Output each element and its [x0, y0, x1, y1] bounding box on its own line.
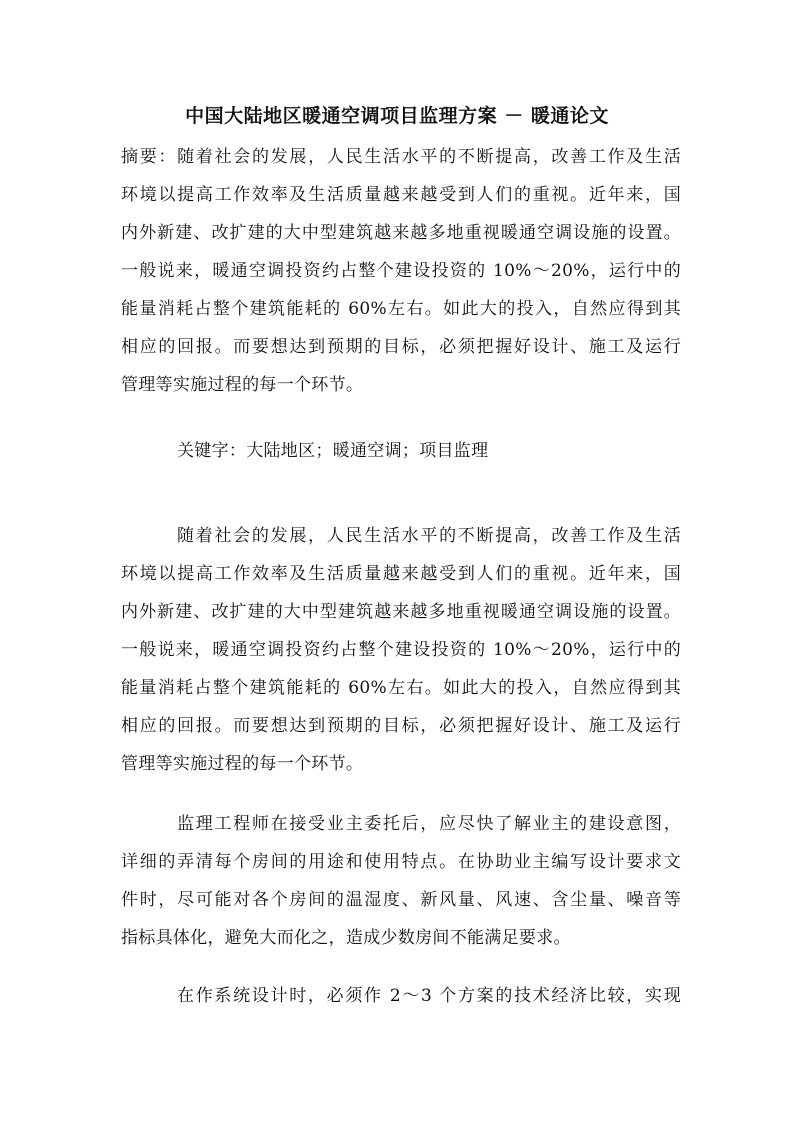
body-line: 能量消耗占整个建筑能耗的 60%左右。如此大的投入，自然应得到其 [121, 678, 681, 698]
body-line: 详细的弄清每个房间的用途和使用特点。在协助业主编写设计要求文 [121, 852, 681, 872]
body-line: 指标具体化，避免大而化之，造成少数房间不能满足要求。 [121, 928, 571, 948]
document-title: 中国大陆地区暖通空调项目监理方案 － 暖通论文 [185, 105, 609, 127]
keywords: 关键字：大陆地区；暖通空调；项目监理 [177, 441, 489, 461]
abstract-line: 摘要：随着社会的发展，人民生活水平的不断提高，改善工作及生活 [121, 147, 681, 167]
body-line: 在作系统设计时，必须作 2～3 个方案的技术经济比较，实现 [177, 986, 681, 1006]
body-line: 一般说来，暖通空调投资约占整个建设投资的 10%～20%，运行中的 [121, 640, 681, 660]
abstract-line: 管理等实施过程的每一个环节。 [121, 375, 364, 395]
abstract-line: 环境以提高工作效率及生活质量越来越受到人们的重视。近年来，国 [121, 185, 681, 205]
abstract-line: 能量消耗占整个建筑能耗的 60%左右。如此大的投入，自然应得到其 [121, 299, 681, 319]
abstract-line: 相应的回报。而要想达到预期的目标，必须把握好设计、施工及运行 [121, 337, 681, 357]
body-line: 管理等实施过程的每一个环节。 [121, 754, 364, 774]
body-line: 监理工程师在接受业主委托后，应尽快了解业主的建设意图， [177, 814, 681, 834]
body-line: 环境以提高工作效率及生活质量越来越受到人们的重视。近年来，国 [121, 564, 681, 584]
abstract-line: 一般说来，暖通空调投资约占整个建设投资的 10%～20%，运行中的 [121, 261, 681, 281]
body-line: 件时，尽可能对各个房间的温湿度、新风量、风速、含尘量、噪音等 [121, 890, 681, 910]
body-line: 随着社会的发展，人民生活水平的不断提高，改善工作及生活 [177, 526, 681, 546]
body-line: 内外新建、改扩建的大中型建筑越来越多地重视暖通空调设施的设置。 [121, 602, 681, 622]
abstract-line: 内外新建、改扩建的大中型建筑越来越多地重视暖通空调设施的设置。 [121, 223, 681, 243]
body-line: 相应的回报。而要想达到预期的目标，必须把握好设计、施工及运行 [121, 716, 681, 736]
